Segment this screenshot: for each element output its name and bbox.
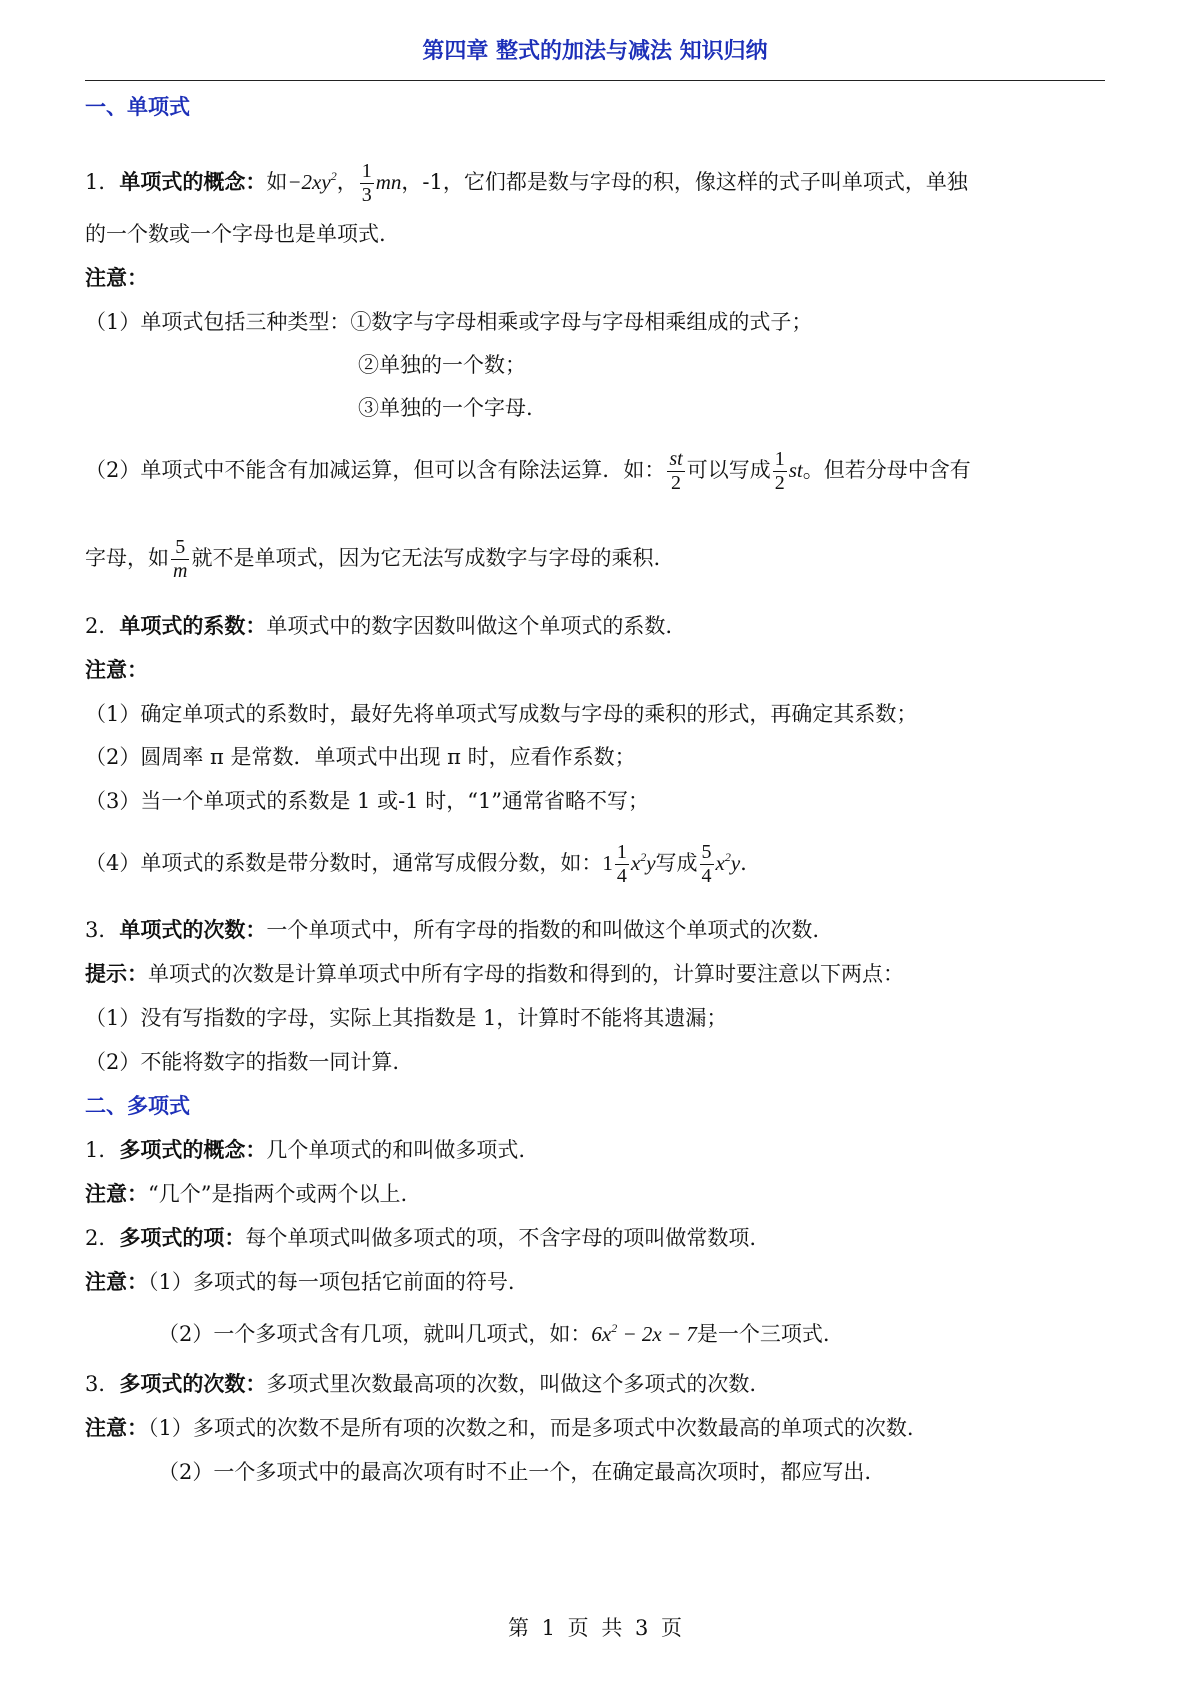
term-label: 多项式的项： [119, 1226, 246, 1250]
text: （1）多项式的每一项包括它前面的符号. [148, 1270, 515, 1294]
text: 可以写成 [686, 458, 771, 482]
monomial-concept-line [85, 160, 1110, 207]
text: 每个单项式叫做多项式的项，不含字母的项叫做常数项. [245, 1226, 757, 1250]
fraction: $\frac{5}{4}$ [701, 841, 712, 887]
item-number: 2． [85, 614, 120, 638]
note-label: 注意： [85, 1270, 148, 1294]
text: （2）一个多项式含有几项，就叫几项式，如： [158, 1322, 592, 1346]
math-expression: st [788, 458, 803, 482]
section-heading-polynomial: 二、多项式 [85, 1094, 190, 1118]
note-line [85, 1270, 1110, 1295]
note-line [85, 1182, 1110, 1207]
item-number: 1． [85, 1138, 120, 1162]
text: 写成 [655, 851, 698, 875]
math-expression: $6x^2 - 2x - 7$ [591, 1321, 697, 1346]
text: （2）单项式中不能含有加减运算，但可以含有除法运算．如： [85, 458, 666, 482]
note-label: 注意： [85, 1182, 148, 1206]
mixed-number-whole: 1 [602, 851, 613, 875]
note-item-division [85, 448, 1110, 495]
item-number: 2． [85, 1226, 120, 1250]
note-item: ③单独的一个字母. [358, 396, 533, 420]
note-line [85, 1416, 1110, 1441]
text: 几个单项式的和叫做多项式. [266, 1138, 526, 1162]
fraction: $\frac{1}{4}$ [616, 841, 627, 887]
section-heading-monomial: 一、单项式 [85, 95, 190, 119]
note-item: （2）一个多项式中的最高次项有时不止一个，在确定最高次项时，都应写出. [158, 1460, 872, 1484]
page-title: 第四章 整式的加法与减法 知识归纳 [422, 39, 768, 64]
term-label: 单项式的系数： [119, 614, 267, 638]
note-item-trinomial [158, 1322, 1108, 1347]
math-expression: $x^2y$ [630, 850, 656, 875]
note-item-mixed-number [85, 841, 1110, 888]
note-item: ②单独的一个数； [358, 353, 526, 377]
text: 是一个三项式. [696, 1322, 830, 1346]
term-label: 单项式的次数： [119, 918, 267, 942]
text: 多项式里次数最高项的次数，叫做这个多项式的次数. [266, 1372, 757, 1396]
item-number: 3． [85, 918, 120, 942]
note-label: 注意： [85, 1416, 148, 1440]
note-label: 注意： [85, 658, 148, 682]
text: “几个”是指两个或两个以上. [148, 1182, 408, 1206]
text: 字母，如 [85, 546, 169, 570]
monomial-concept-continuation: 的一个数或一个字母也是单项式. [85, 222, 386, 246]
math-expression: $x^2y$ [715, 850, 741, 875]
fraction: $\frac{1}{2}$ [774, 448, 785, 494]
polynomial-term-line [85, 1226, 1110, 1251]
tip-line [85, 962, 1110, 987]
monomial-coefficient-line [85, 614, 1110, 639]
note-item: （2）圆周率 π 是常数．单项式中出现 π 时，应看作系数； [85, 745, 636, 769]
note-item: （1）确定单项式的系数时，最好先将单项式写成数与字母的乘积的形式，再确定其系数； [85, 702, 918, 726]
text: 如 [266, 170, 288, 194]
monomial-degree-line [85, 918, 1110, 943]
note-item-division-continuation [85, 536, 1110, 583]
tip-item: （1）没有写指数的字母，实际上其指数是 1，计算时不能将其遗漏； [85, 1006, 728, 1030]
term-label: 单项式的概念： [119, 170, 267, 194]
item-number: 1． [85, 170, 120, 194]
note-item: （1）单项式包括三种类型：①数字与字母相乘或字母与字母相乘组成的式子； [85, 310, 813, 334]
term-label: 多项式的次数： [119, 1372, 267, 1396]
tip-label: 提示： [85, 962, 148, 986]
math-expression: $-2xy^2$ [287, 169, 337, 194]
text: （1）多项式的次数不是所有项的次数之和，而是多项式中次数最高的单项式的次数. [148, 1416, 914, 1440]
text: 单项式中的数字因数叫做这个单项式的系数. [266, 614, 673, 638]
title-divider [85, 80, 1105, 81]
text: ，-1，它们都是数与字母的积，像这样的式子叫单项式，单独 [401, 170, 968, 194]
text: 就不是单项式，因为它无法写成数字与字母的乘积. [191, 546, 661, 570]
fraction: $\frac{st}{2}$ [669, 448, 683, 494]
text: . [740, 851, 747, 875]
item-number: 3． [85, 1372, 120, 1396]
tip-item: （2）不能将数字的指数一同计算. [85, 1050, 400, 1074]
math-expression: mn [375, 170, 402, 194]
polynomial-concept-line [85, 1138, 1110, 1163]
fraction: $\frac{1}{3}$ [361, 160, 372, 206]
text: ， [336, 170, 358, 194]
page-footer: 第 1 页 共 3 页 [507, 1616, 683, 1640]
text: （4）单项式的系数是带分数时，通常写成假分数，如： [85, 851, 603, 875]
term-label: 多项式的概念： [119, 1138, 267, 1162]
fraction: $\frac{5}{m}$ [173, 536, 188, 582]
text: 。但若分母中含有 [802, 458, 971, 482]
note-label: 注意： [85, 266, 148, 290]
note-item: （3）当一个单项式的系数是 1 或-1 时，“1”通常省略不写； [85, 789, 650, 813]
text: 一个单项式中，所有字母的指数的和叫做这个单项式的次数. [266, 918, 820, 942]
text: 单项式的次数是计算单项式中所有字母的指数和得到的，计算时要注意以下两点： [148, 962, 904, 986]
polynomial-degree-line [85, 1372, 1110, 1397]
